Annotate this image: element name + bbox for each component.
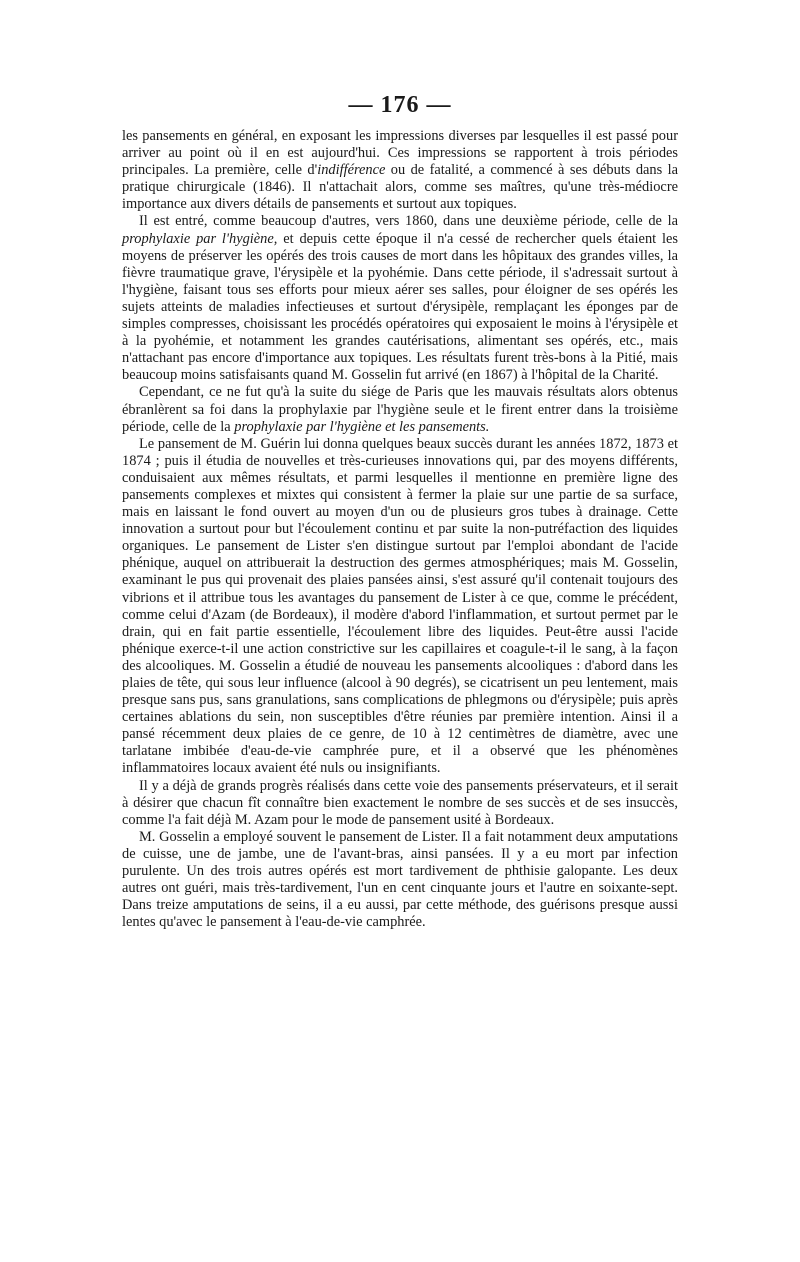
paragraph (122, 436, 678, 778)
italic-segment: prophylaxie par l'hygiène et les pansements. (234, 418, 490, 435)
text-segment: Le pansement de M. Guérin lui donna quelques beaux succès durant les années 1872, 1873 et 1874 ; puis il étudia de nouvelles et très-curieuses innovations qui, par des moyens différents, conduisaient aux mêmes résultats, et parmi lesquelles il mentionne en première ligne des pansements complexes et mixtes qui consistent à fermer la plaie sur une partie de sa surface, mais en laissant le fond ouvert au moyen d'un ou de plusieurs gros tubes à drainage. Cette innovation a surtout pour but l'écoulement continu et par suite la non-putréfaction des liquides organiques. Le pansement de Lister s'en distingue surtout par l'emploi abondant de l'acide phénique, auquel on attribuerait la destruction des germes atmosphériques; mais M. Gosselin, examinant le pus qui provenait des plaies pansées ainsi, s'est assuré qu'il contenait toujours des vibrions et il attribue tous les avantages du pansement de Lister à ce que, comme le précédent, comme celui d'Azam (de Bordeaux), il modère d'abord l'inflammation, et surtout permet par le drain, qui en fait partie essentielle, l'écoulement libre des liquides. Peut-être aussi l'acide phénique exerce-t-il une action constrictive sur les capillaires et coagule-t-il le sang, à la façon des alcooliques. M. Gosselin a étudié de nouveau les pansements alcooliques : d'abord dans les plaies de tête, qui sous leur influence (alcool à 90 degrés), se cicatrisent un peu lentement, mais presque sans pus, sans granulations, sans complications de phlegmons ou d'érysipèle; puis après certaines ablations du sein, non susceptibles d'être réunies par première intention. Ainsi il a pansé récemment deux plaies de ce genre, de 10 à 12 centimètres de diamètre, avec une tarlatane imbibée d'eau-de-vie camphrée pure, et il a observé que les phénomènes inflammatoires locaux avaient été nuls ou insignifiants. (122, 435, 678, 777)
text-segment: et depuis cette époque il n'a cessé de rechercher quels étaient les moyens de préserver les opérés des trois causes de mort dans les hôpitaux des grandes villes, la fièvre traumatique grave, l'érysipèle et la pyohémie. Dans cette période, il s'adressait surtout à l'hygiène, faisant tous ses efforts pour mieux aérer ses salles, pour éloigner de ses opérés les sujets atteints de maladies infectieuses et surtout d'érysipèle, remplaçant les éponges par de simples compresses, choisissant les procédés opératoires qui exposaient le moins à l'érysipèle et à la pyohémie, et notamment les grandes cautérisations, alimentant ses opérés, etc., mais n'attachant pas encore d'importance aux topiques. Les résultats furent très-bons à la Pitié, mais beaucoup moins satisfaisants quand M. Gosselin fut arrivé (en 1867) à l'hôpital de la Charité. (122, 230, 678, 384)
italic-segment: prophylaxie par l'hygiène, (122, 230, 278, 247)
text-segment: M. Gosselin a employé souvent le pansement de Lister. Il a fait notamment deux amputations de cuisse, une de jambe, une de l'avant-bras, ainsi pansées. Il y a eu mort par infection purulente. Un des trois autres opérés est mort tardivement de phthisie galopante. Les deux autres ont guéri, mais très-tardivement, l'un en cent cinquante jours et l'autre en soixante-sept. Dans treize amputations de seins, il a eu aussi, par cette méthode, des guérisons presque aussi lentes qu'avec le pansement à l'eau-de-vie camphrée. (122, 828, 678, 931)
text-segment: Il est entré, comme beaucoup d'autres, vers 1860, dans une deuxième période, celle de la (139, 213, 678, 230)
paragraph (122, 384, 678, 435)
paragraph (122, 128, 678, 213)
italic-segment: indifférence (317, 162, 386, 179)
body-text (122, 128, 678, 931)
paragraph (122, 829, 678, 932)
text-segment: les pansements en général, en exposant les impressions diverses par lesquelles il est passé pour arriver au point où il en est aujourd'hui. Ces impressions se rapportent à trois périodes principales. La première, celle d' (122, 128, 678, 179)
page-number: — 176 — (348, 92, 452, 118)
paragraph (122, 213, 678, 384)
text-segment: ou de fatalité, a commencé à ses débuts dans la pratique chirurgicale (1846). Il n'attachait alors, comme ses maîtres, qu'une très-médiocre importance aux divers détails de pansements et surtout aux topiques. (122, 162, 678, 213)
text-segment: Cependant, ce ne fut qu'à la suite du siége de Paris que les mauvais résultats alors obtenus ébranlèrent sa foi dans la prophylaxie par l'hygiène seule et le firent entrer dans la troisième période, celle de la (122, 384, 678, 435)
paragraph (122, 778, 678, 829)
text-segment: Il y a déjà de grands progrès réalisés dans cette voie des pansements préservateurs, et il serait à désirer que chacun fît connaître bien exactement le nombre de ses succès et de ses insuccès, comme l'a fait déjà M. Azam pour le mode de pansement usité à Bordeaux. (122, 777, 678, 828)
